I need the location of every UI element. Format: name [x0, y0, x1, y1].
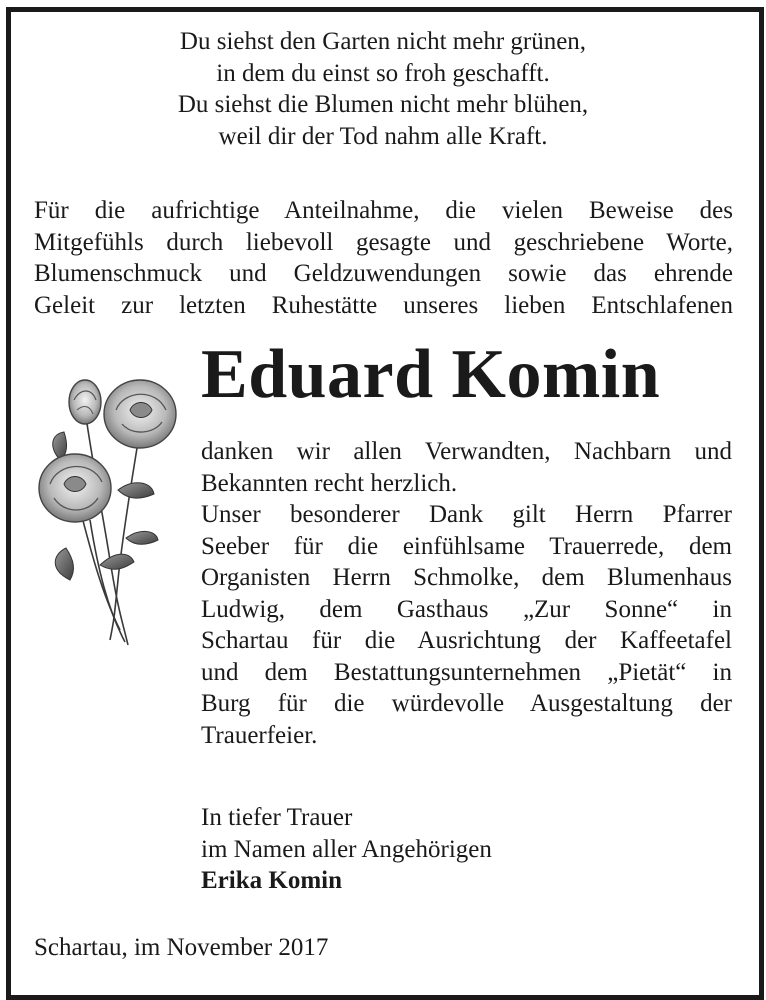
thanks-line: Organisten Herrn Schmolke, dem Blumenhaus — [201, 564, 732, 591]
intro-paragraph — [34, 195, 733, 321]
thanks-paragraph — [201, 436, 732, 751]
poem-line: in dem du einst so froh geschafft. — [216, 59, 550, 87]
signature: Erika Komin — [201, 867, 342, 894]
closing-line: In tiefer Trauer — [201, 804, 353, 831]
poem-line: Du siehst die Blumen nicht mehr blühen, — [177, 91, 589, 118]
closing-line: im Namen aller Angehörigen — [201, 835, 492, 863]
thanks-line: Schartau für die Ausrichtung der Kaffeetafel — [201, 627, 732, 654]
thanks-line: Burg für die würdevolle Ausgestaltung der — [201, 690, 732, 717]
poem-line: Du siehst den Garten nicht mehr grünen, — [179, 28, 587, 55]
poem — [0, 26, 766, 152]
thanks-line: Bekannten recht herzlich. — [201, 469, 458, 497]
roses-illustration-icon — [30, 370, 190, 660]
intro-line: Mitgefühls durch liebevoll gesagte und geschriebene Worte, — [34, 228, 733, 256]
deceased-name: Eduard Komin — [201, 336, 661, 413]
thanks-line: Trauerfeier. — [201, 721, 318, 749]
place-date: Schartau, im November 2017 — [34, 934, 329, 961]
thanks-line: und dem Bestattungsunternehmen „Pietät“ in — [201, 658, 732, 686]
thanks-line: danken wir allen Verwandten, Nachbarn und — [201, 438, 732, 465]
intro-line: Blumenschmuck und Geldzuwendungen sowie das ehrende — [34, 260, 733, 287]
intro-line: Für die aufrichtige Anteilnahme, die vielen Beweise des — [34, 197, 733, 224]
poem-line: weil dir der Tod nahm alle Kraft. — [218, 122, 548, 150]
thanks-line: Unser besonderer Dank gilt Herrn Pfarrer — [201, 501, 732, 528]
thanks-line: Ludwig, dem Gasthaus „Zur Sonne“ in — [201, 595, 732, 623]
closing-block — [201, 802, 492, 897]
intro-line: Geleit zur letzten Ruhestätte unseres lieben Entschlafenen — [34, 291, 733, 319]
thanks-line: Seeber für die einfühlsame Trauerrede, dem — [201, 532, 732, 560]
